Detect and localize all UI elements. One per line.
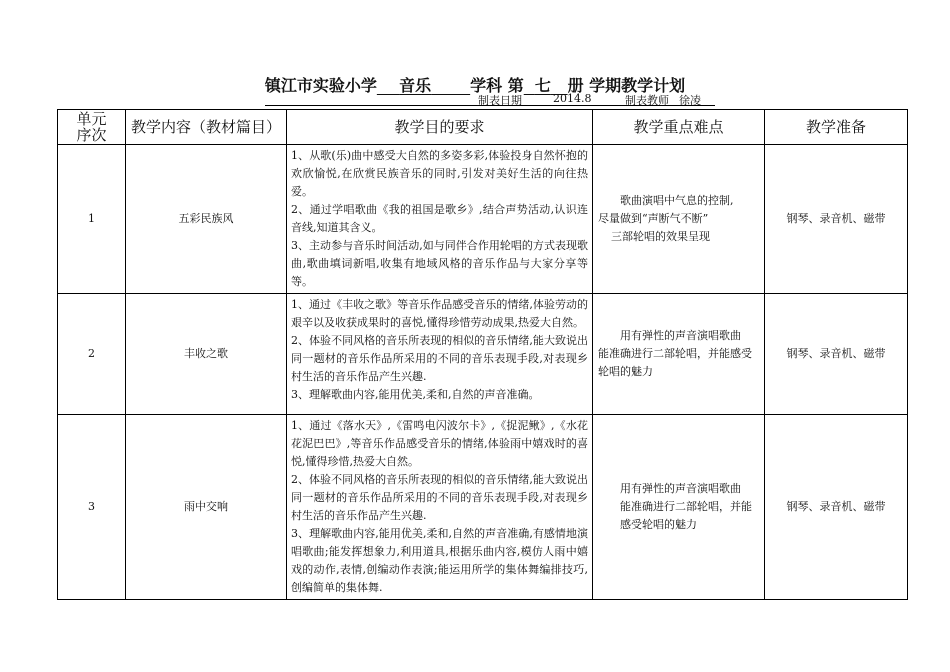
goal-item: 1、通过《丰收之歌》等音乐作品感受音乐的情绪,体验劳动的艰辛以及收获成果时的喜悦,懂得珍惜劳动成果,热爱大自然。 — [291, 298, 588, 329]
goals-cell — [287, 145, 593, 294]
header-unit-order: 单元序次 — [58, 110, 126, 145]
key-point: 歌曲演唱中气息的控制, — [620, 194, 734, 207]
teaching-plan-table — [57, 109, 908, 600]
goal-item: 3、理解歌曲内容,能用优美,柔和,自然的声音准确,有感情地演唱歌曲;能发挥想象力,利用道具,根据乐曲内容,模仿人雨中嬉戏的动作,表情,创编动作表演;能运用所学的集体舞编排技巧,创编简单的集体舞. — [291, 527, 588, 594]
key-point: 能准确进行二部轮唱，并能感受轮唱的魅力 — [620, 500, 752, 531]
row-number: 1 — [58, 145, 126, 294]
goals-cell — [287, 294, 593, 415]
key-point: 用有弹性的声音演唱歌曲 — [620, 329, 741, 342]
goal-item: 2、体验不同风格的音乐所表现的相似的音乐情绪,能大致说出同一题材的音乐作品所采用的不同的音乐表现手段,对表现乡村生活的音乐作品产生兴趣. — [291, 473, 588, 522]
key-points-cell — [593, 294, 765, 415]
goals-cell — [287, 415, 593, 600]
volume-suffix: 册 学期教学计划 — [567, 76, 686, 95]
row-number: 2 — [58, 294, 126, 415]
table-row — [58, 415, 908, 600]
table-header-row — [58, 110, 908, 145]
date-label: 制表日期 — [478, 94, 522, 107]
goal-item: 1、从歌(乐)曲中感受大自然的多姿多彩,体验投身自然怀抱的欢欣愉悦,在欣赏民族音乐的同时,引发对美好生活的向往热爱。 — [291, 149, 588, 198]
header-key-points: 教学重点难点 — [593, 110, 765, 145]
subject-field: 音乐 — [399, 76, 432, 95]
date-value: 2014.8 — [553, 92, 592, 105]
key-point: 用有弹性的声音演唱歌曲 — [620, 482, 741, 495]
goal-item: 2、体验不同风格的音乐所表现的相似的音乐情绪,能大致说出同一题材的音乐作品所采用的不同的音乐表现手段,对表现乡村生活的音乐作品产生兴趣. — [291, 334, 588, 383]
preparation-cell: 钢琴、录音机、磁带 — [765, 415, 908, 600]
school-name: 镇江市实验小学 — [264, 76, 377, 95]
teacher-value: 徐凌 — [679, 94, 701, 107]
unit-title: 雨中交响 — [126, 415, 287, 600]
teacher-label: 制表教师 — [625, 94, 669, 107]
table-row — [58, 294, 908, 415]
subject-suffix: 学科 第 — [470, 76, 524, 95]
preparation-cell: 钢琴、录音机、磁带 — [765, 294, 908, 415]
unit-title: 五彩民族风 — [126, 145, 287, 294]
volume-field: 七 — [534, 76, 551, 95]
goal-item: 3、理解歌曲内容,能用优美,柔和,自然的声音准确。 — [291, 388, 540, 401]
meta-line — [265, 92, 715, 106]
goal-item: 3、主动参与音乐时间活动,如与同伴合作用轮唱的方式表现歌曲,歌曲填词新唱,收集有地域风格的音乐作品与大家分享等等。 — [291, 239, 588, 288]
key-point: 能准确进行二部轮唱，并能感受轮唱的魅力 — [598, 347, 752, 378]
key-point: 三部轮唱的效果呈现 — [611, 230, 710, 243]
goal-item: 1、通过《落水天》,《雷鸣电闪波尔卡》,《捉泥鳅》,《水花花泥巴巴》,等音乐作品感受音乐的情绪,体验雨中嬉戏时的喜悦,懂得珍惜,热爱大自然。 — [291, 419, 588, 468]
key-point: 尽量做到“声断气不断” — [598, 212, 709, 225]
key-points-cell — [593, 145, 765, 294]
header-goals: 教学目的要求 — [287, 110, 593, 145]
goal-item: 2、通过学唱歌曲《我的祖国是歌乡》,结合声势活动,认识连音线,知道其含义。 — [291, 203, 588, 234]
row-number: 3 — [58, 415, 126, 600]
unit-title: 丰收之歌 — [126, 294, 287, 415]
preparation-cell: 钢琴、录音机、磁带 — [765, 145, 908, 294]
header-preparation: 教学准备 — [765, 110, 908, 145]
key-points-cell — [593, 415, 765, 600]
header-content: 教学内容（教材篇目） — [126, 110, 287, 145]
table-row — [58, 145, 908, 294]
